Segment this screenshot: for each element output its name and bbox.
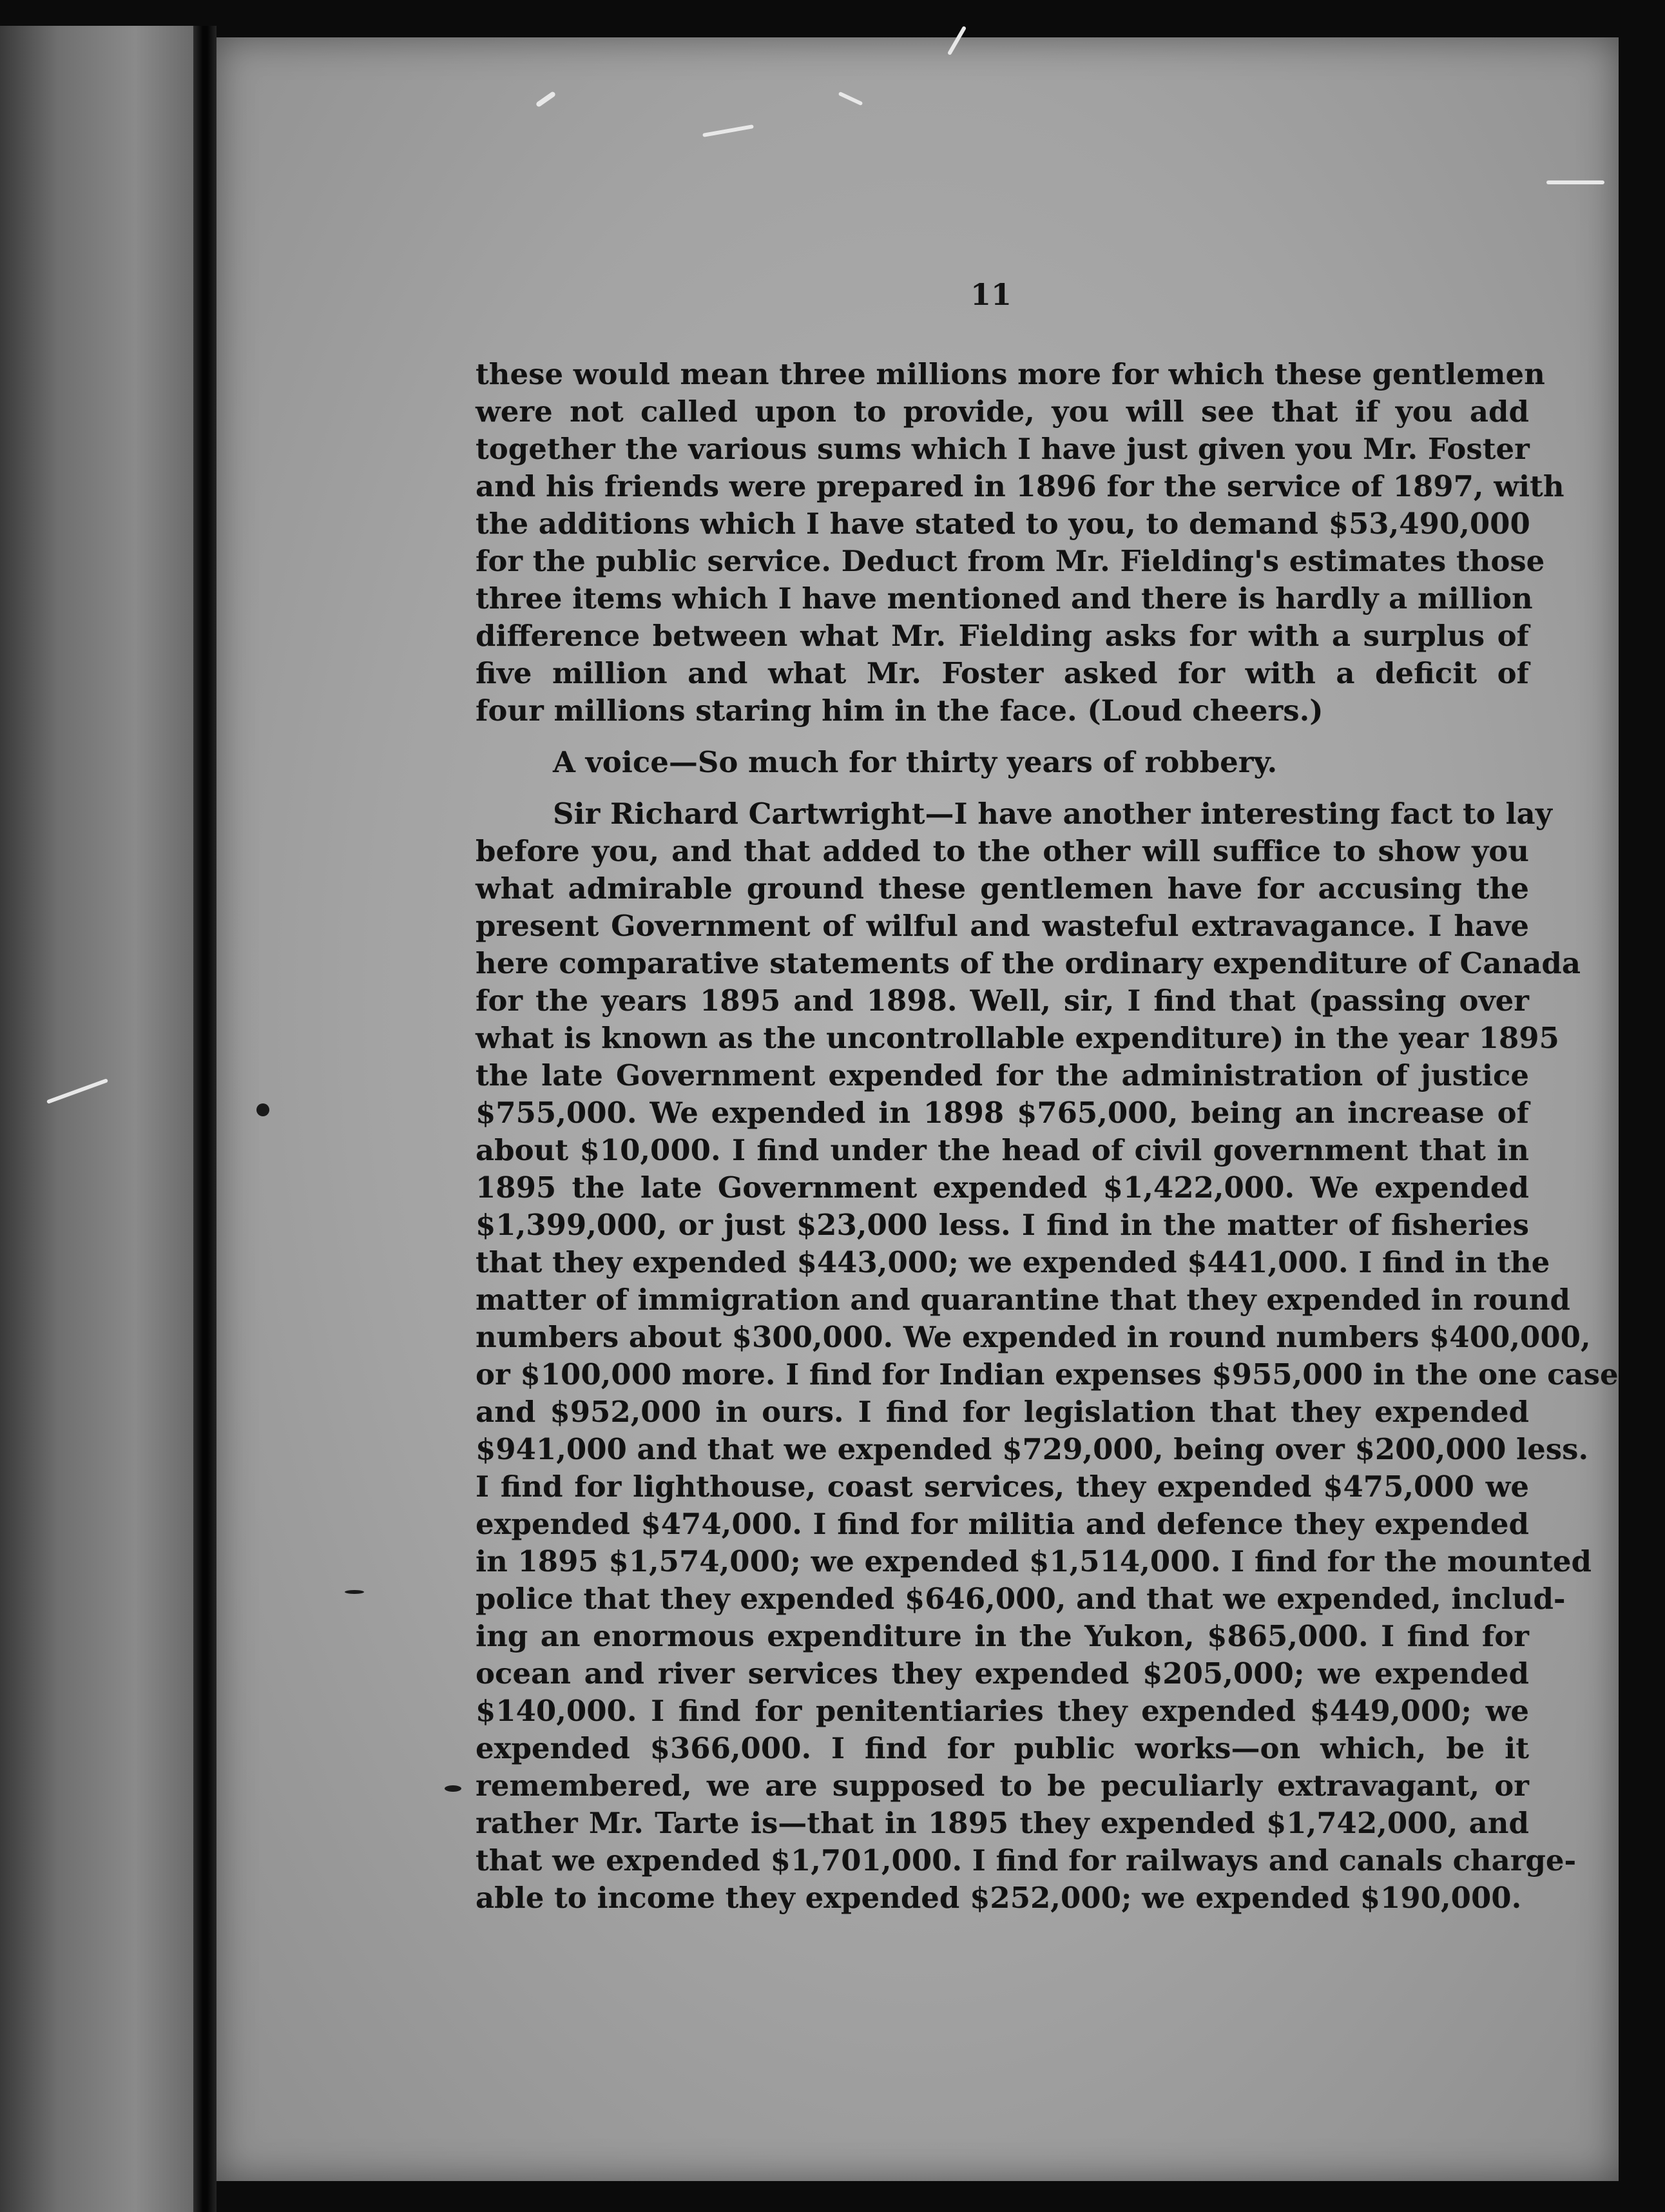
text-line: for the public service. Deduct from Mr. Fielding's estimates those — [476, 544, 1545, 578]
text-line: remembered, we are supposed to be peculiarly extravagant, or — [476, 1769, 1529, 1803]
text-line: matter of immigration and quarantine that they expended in round — [476, 1283, 1570, 1317]
text-line: that we expended $1,701,000. I find for railways and canals charge- — [476, 1843, 1577, 1877]
text-line: Sir Richard Cartwright—I have another interesting fact to lay — [553, 797, 1552, 831]
text-line: $1,399,000, or just $23,000 less. I find in the matter of fisheries — [476, 1208, 1529, 1242]
text-line: together the various sums which I have just given you Mr. Foster — [476, 432, 1530, 466]
text-line: the additions which I have stated to you, to demand $53,490,000 — [476, 507, 1530, 541]
text-line: five million and what Mr. Foster asked for with a deficit of — [476, 656, 1529, 690]
text-line: before you, and that added to the other will suffice to show you — [476, 834, 1529, 868]
page-number: 11 — [970, 277, 1012, 312]
page-border — [1619, 37, 1665, 2212]
text-line: I find for lighthouse, coast services, they expended $475,000 we — [476, 1470, 1529, 1504]
text-line: were not called upon to provide, you will see that if you add — [476, 394, 1529, 429]
text-line: A voice—So much for thirty years of robbery. — [553, 745, 1278, 779]
facing-page-edge — [0, 26, 193, 2212]
text-line: four millions staring him in the face. (Loud cheers.) — [476, 694, 1323, 728]
text-line: ing an enormous expenditure in the Yukon, $865,000. I find for — [476, 1619, 1529, 1653]
text-line: ocean and river services they expended $205,000; we expended — [476, 1656, 1529, 1691]
text-line: the late Government expended for the administration of justice — [476, 1058, 1529, 1092]
text-line: police that they expended $646,000, and that we expended, includ- — [476, 1582, 1566, 1616]
text-line: in 1895 $1,574,000; we expended $1,514,000. I find for the mounted — [476, 1544, 1592, 1578]
body-text — [476, 356, 1619, 1917]
paragraph — [476, 356, 1564, 730]
text-line: about $10,000. I find under the head of civil government that in — [476, 1133, 1529, 1167]
text-line: what admirable ground these gentlemen have for accusing the — [476, 871, 1529, 906]
text-line: difference between what Mr. Fielding asks for with a surplus of — [476, 619, 1529, 653]
film-speck — [256, 1103, 269, 1116]
film-speck — [445, 1785, 461, 1792]
text-line: numbers about $300,000. We expended in round numbers $400,000, — [476, 1320, 1591, 1354]
film-scratch — [1546, 180, 1604, 184]
text-line: that they expended $443,000; we expended $441,000. I find in the — [476, 1245, 1550, 1279]
text-line: three items which I have mentioned and there is hardly a million — [476, 581, 1533, 616]
text-line: these would mean three millions more for which these gentlemen — [476, 357, 1545, 391]
text-line: $140,000. I find for penitentiaries they expended $449,000; we — [476, 1694, 1529, 1728]
text-line: what is known as the uncontrollable expenditure) in the year 1895 — [476, 1021, 1559, 1055]
film-speck — [345, 1590, 364, 1594]
text-line: $755,000. We expended in 1898 $765,000, being an increase of — [476, 1096, 1529, 1130]
book-gutter — [193, 26, 217, 2212]
text-line: expended $366,000. I find for public works—on which, be it — [476, 1731, 1529, 1765]
text-line: expended $474,000. I find for militia and defence they expended — [476, 1507, 1529, 1541]
text-line: 1895 the late Government expended $1,422,000. We expended — [476, 1170, 1529, 1205]
text-line: here comparative statements of the ordinary expenditure of Canada — [476, 946, 1581, 980]
text-line: or $100,000 more. I find for Indian expenses $955,000 in the one case — [476, 1357, 1619, 1392]
text-line: and his friends were prepared in 1896 for the service of 1897, with — [476, 469, 1564, 503]
text-line: present Government of wilful and wasteful extravagance. I have — [476, 909, 1529, 943]
paragraph — [476, 795, 1619, 1917]
text-line: $941,000 and that we expended $729,000, being over $200,000 less. — [476, 1432, 1589, 1466]
paragraph — [476, 744, 1529, 781]
text-line: rather Mr. Tarte is—that in 1895 they expended $1,742,000, and — [476, 1806, 1529, 1840]
text-line: for the years 1895 and 1898. Well, sir, I find that (passing over — [476, 984, 1529, 1018]
text-line: and $952,000 in ours. I find for legislation that they expended — [476, 1395, 1529, 1429]
text-line: able to income they expended $252,000; we expended $190,000. — [476, 1881, 1522, 1915]
